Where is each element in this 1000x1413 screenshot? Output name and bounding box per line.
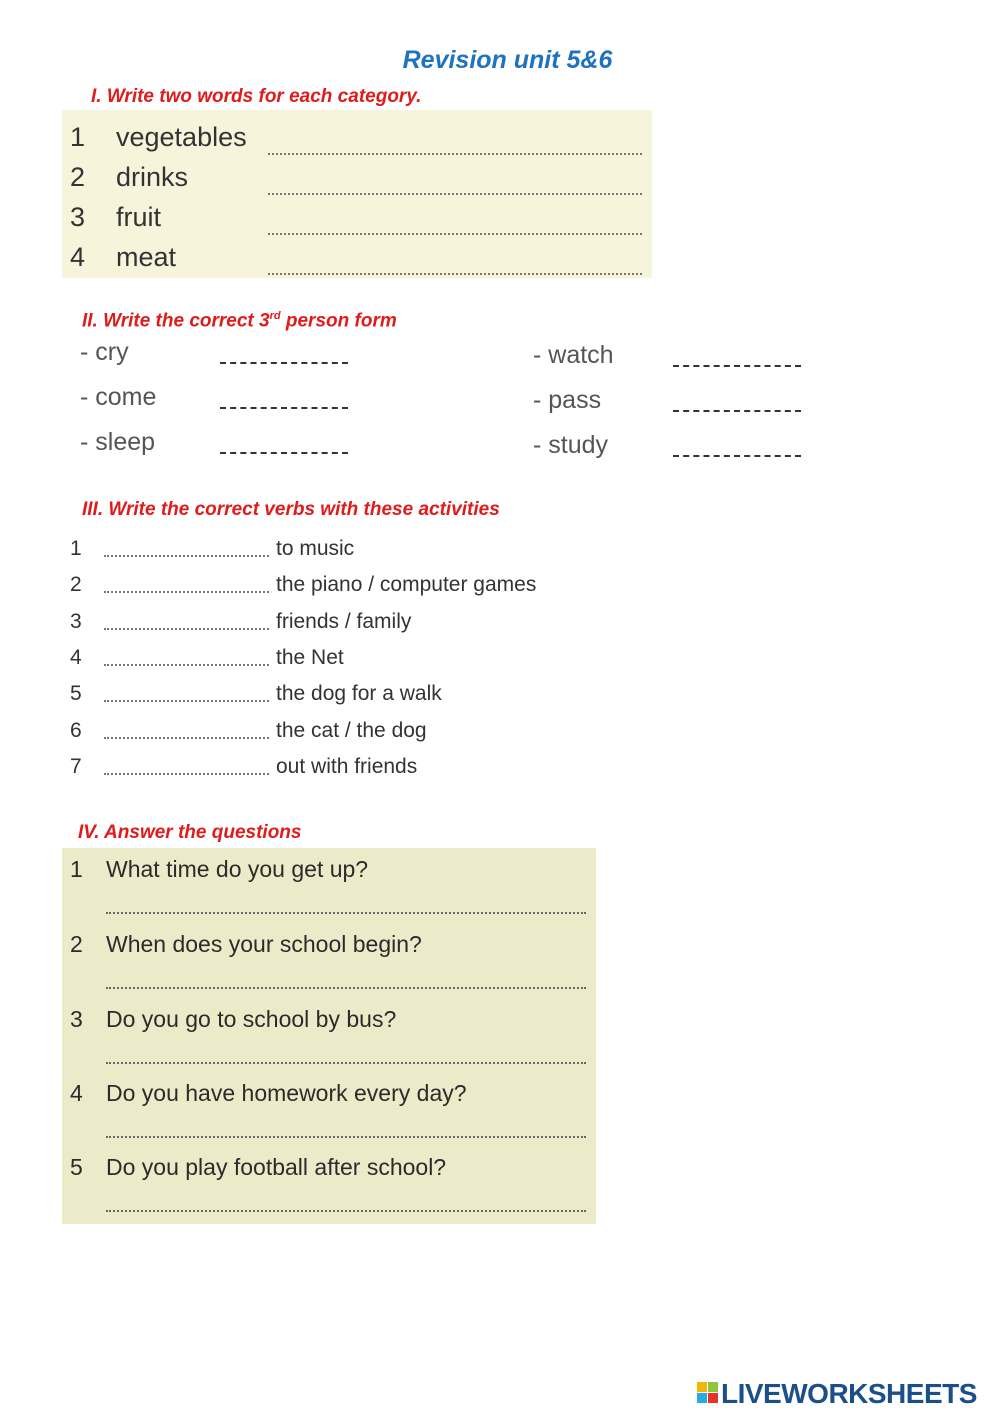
answer-line[interactable] xyxy=(104,700,269,702)
question-row xyxy=(70,923,588,997)
activity-row xyxy=(70,573,630,605)
item-number: 6 xyxy=(70,719,82,742)
heading-text: person form xyxy=(280,310,397,332)
item-number: 4 xyxy=(70,1080,83,1106)
question-text: When does your school begin? xyxy=(106,931,422,957)
activity-row xyxy=(70,610,630,642)
category-label: vegetables xyxy=(116,122,247,152)
item-number: 2 xyxy=(70,931,83,957)
heading-text: II. Write the correct 3 xyxy=(82,310,270,332)
answer-line[interactable] xyxy=(106,987,586,989)
activity-text: the Net xyxy=(276,646,344,669)
activity-text: the piano / computer games xyxy=(276,573,537,596)
answer-line[interactable] xyxy=(268,233,642,235)
answer-line[interactable] xyxy=(104,773,269,775)
section-4-box xyxy=(62,848,596,1224)
verb-label: - sleep xyxy=(80,428,156,456)
category-row xyxy=(70,200,650,240)
verb-label: - come xyxy=(80,383,157,411)
category-label: drinks xyxy=(116,162,189,192)
section-1-heading: I. Write two words for each category. xyxy=(91,86,422,107)
question-row xyxy=(70,1146,588,1220)
item-number: 1 xyxy=(70,122,86,152)
item-number: 1 xyxy=(70,537,82,560)
activity-row xyxy=(70,755,630,787)
category-label: meat xyxy=(116,242,177,272)
answer-blank[interactable] xyxy=(220,362,348,364)
answer-blank[interactable] xyxy=(220,407,348,409)
category-row xyxy=(70,120,650,160)
item-number: 3 xyxy=(70,1006,83,1032)
item-number: 3 xyxy=(70,202,86,232)
answer-line[interactable] xyxy=(106,1210,586,1212)
question-text: What time do you get up? xyxy=(106,856,369,882)
question-row xyxy=(70,1072,588,1146)
activity-text: the cat / the dog xyxy=(276,719,427,742)
answer-blank[interactable] xyxy=(673,410,801,412)
answer-line[interactable] xyxy=(104,737,269,739)
question-text: Do you play football after school? xyxy=(106,1154,447,1180)
answer-line[interactable] xyxy=(268,153,642,155)
verb-label: - cry xyxy=(80,338,129,366)
activity-text: out with friends xyxy=(276,755,418,778)
section-4-heading: IV. Answer the questions xyxy=(78,822,302,843)
activity-text: friends / family xyxy=(276,610,412,633)
answer-line[interactable] xyxy=(106,1062,586,1064)
answer-line[interactable] xyxy=(104,555,269,557)
activity-row xyxy=(70,537,630,569)
question-row xyxy=(70,998,588,1072)
answer-line[interactable] xyxy=(106,1136,586,1138)
logo-square-icon xyxy=(697,1382,707,1392)
activity-text: to music xyxy=(276,537,355,560)
activity-row xyxy=(70,646,630,678)
answer-line[interactable] xyxy=(268,193,642,195)
activity-row xyxy=(70,719,630,751)
item-number: 5 xyxy=(70,682,82,705)
answer-line[interactable] xyxy=(106,912,586,914)
logo-square-icon xyxy=(708,1382,718,1392)
item-number: 2 xyxy=(70,162,86,192)
category-row xyxy=(70,160,650,200)
activity-text: the dog for a walk xyxy=(276,682,442,705)
answer-line[interactable] xyxy=(104,628,269,630)
answer-blank[interactable] xyxy=(673,365,801,367)
answer-line[interactable] xyxy=(104,664,269,666)
item-number: 5 xyxy=(70,1154,83,1180)
answer-line[interactable] xyxy=(104,591,269,593)
item-number: 7 xyxy=(70,755,82,778)
category-row xyxy=(70,240,650,280)
verb-label: - pass xyxy=(533,386,602,414)
logo-square-icon xyxy=(708,1393,718,1403)
section-3-heading: III. Write the correct verbs with these activities xyxy=(82,499,500,520)
item-number: 2 xyxy=(70,573,82,596)
item-number: 3 xyxy=(70,610,82,633)
logo-text: LIVEWORKSHEETS xyxy=(721,1378,977,1409)
answer-blank[interactable] xyxy=(220,452,348,454)
activity-row xyxy=(70,682,630,714)
logo-square-icon xyxy=(697,1393,707,1403)
verb-label: - study xyxy=(533,431,609,459)
section-1-box xyxy=(62,110,652,278)
question-row xyxy=(70,848,588,922)
verb-label: - watch xyxy=(533,341,614,369)
section-2-heading xyxy=(82,310,397,332)
worksheet-title: Revision unit 5&6 xyxy=(402,46,613,74)
question-text: Do you have homework every day? xyxy=(106,1080,467,1106)
answer-blank[interactable] xyxy=(673,455,801,457)
heading-superscript: rd xyxy=(269,310,281,322)
logo-mark-icon xyxy=(697,1382,719,1404)
question-text: Do you go to school by bus? xyxy=(106,1006,397,1032)
category-label: fruit xyxy=(116,202,162,232)
item-number: 4 xyxy=(70,646,82,669)
answer-line[interactable] xyxy=(268,273,642,275)
item-number: 1 xyxy=(70,856,83,882)
item-number: 4 xyxy=(70,242,86,272)
